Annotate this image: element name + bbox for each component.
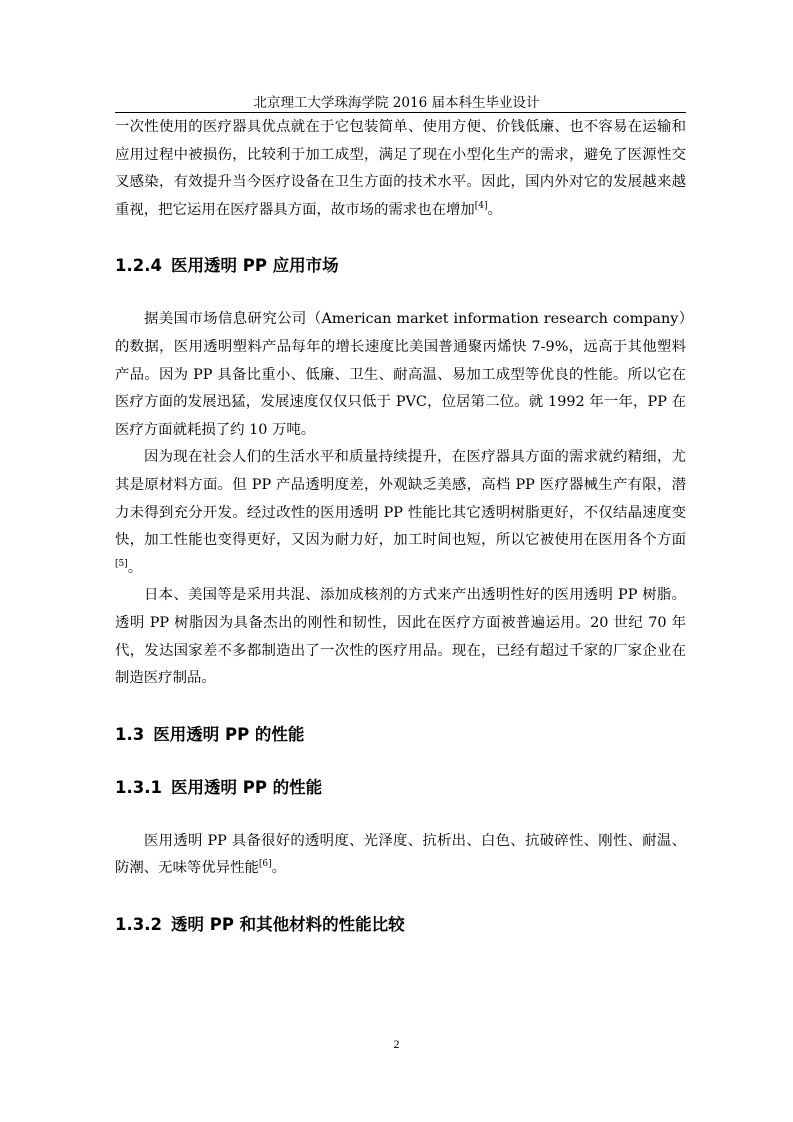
heading-number: 1.2.4	[115, 256, 162, 276]
heading-1-3-1	[115, 777, 686, 799]
body-text	[115, 114, 686, 936]
paragraph-text: 一次性使用的医疗器具优点就在于它包装简单、使用方便、价钱低廉、也不容易在运输和应用过程中被损伤，比较利于加工成型，满足了现在小型化生产的需求，避免了医源性交叉感染，有效提升当今医疗设备在卫生方面的技术水平。因此，国内外对它的发展越来越重视，把它运用在医疗器具方面，故市场的需求也在增加	[115, 119, 686, 218]
heading-1-2-4	[115, 255, 686, 277]
paragraph-text: 因为现在社会人们的生活水平和质量持续提升，在医疗器具方面的需求就约精细，尤其是原材料方面。但 PP 产品透明度差，外观缺乏美感，高档 PP 医疗器械生产有限，潜力未得到充分开发。经过改性的医用透明 PP 性能比其它透明树脂更好，不仅结晶速度变快，加工性能也变得更好，又因为耐力好，加工时间也短，所以它被使用在医用各个方面	[115, 449, 686, 549]
citation: [6]	[258, 859, 272, 870]
citation: [4]	[474, 200, 488, 211]
paragraph-text: 医用透明 PP 具备很好的透明度、光泽度、抗析出、白色、抗破碎性、刚性、耐温、防潮、无味等优异性能	[115, 832, 686, 877]
heading-number: 1.3.2	[115, 914, 162, 934]
paragraph-tail: 。	[487, 201, 502, 218]
heading-title: 医用透明 PP 应用市场	[170, 256, 339, 276]
citation: [5]	[115, 558, 128, 569]
header-rule	[115, 112, 686, 113]
continuation-paragraph	[115, 114, 686, 224]
heading-number: 1.3.1	[115, 777, 162, 797]
paragraph-1-2-4-a: 据美国市场信息研究公司（American market information research company）的数据，医用透明塑料产品每年的增长速度比美国普通聚丙烯快 7-9%，远高于其他塑料产品。因为 PP 具备比重小、低廉、卫生、耐高温、易加工成型等优良的性能。所以它在医疗方面的发展迅猛，发展速度仅仅只低于 PVC，位居第二位。就 1992 年一年，PP 在医疗方面就耗损了约 10 万吨。	[115, 311, 686, 438]
paragraph-1-2-4-b	[115, 444, 686, 582]
paragraph-1-2-4-c: 日本、美国等是采用共混、添加成核剂的方式来产出透明性好的医用透明 PP 树脂。透明 PP 树脂因为具备杰出的刚性和韧性，因此在医疗方面被普遍运用。20 世纪 70 年代，发达国家差不多都制造出了一次性的医疗用品。现在，已经有超过千家的厂家企业在制造医疗制品。	[115, 587, 686, 687]
page-number: 2	[393, 1037, 400, 1051]
heading-number: 1.3	[115, 724, 145, 744]
heading-title: 医用透明 PP 的性能	[170, 777, 323, 797]
paragraph-1-3-1	[115, 828, 686, 883]
heading-title: 医用透明 PP 的性能	[153, 724, 305, 744]
paragraph-tail: 。	[271, 860, 287, 877]
running-header: 北京理工大学珠海学院 2016 届本科生毕业设计	[253, 95, 540, 111]
heading-title: 透明 PP 和其他材料的性能比较	[170, 914, 405, 934]
heading-1-3-2	[115, 914, 686, 936]
paragraph-tail: 。	[127, 559, 143, 576]
heading-1-3	[115, 724, 686, 746]
